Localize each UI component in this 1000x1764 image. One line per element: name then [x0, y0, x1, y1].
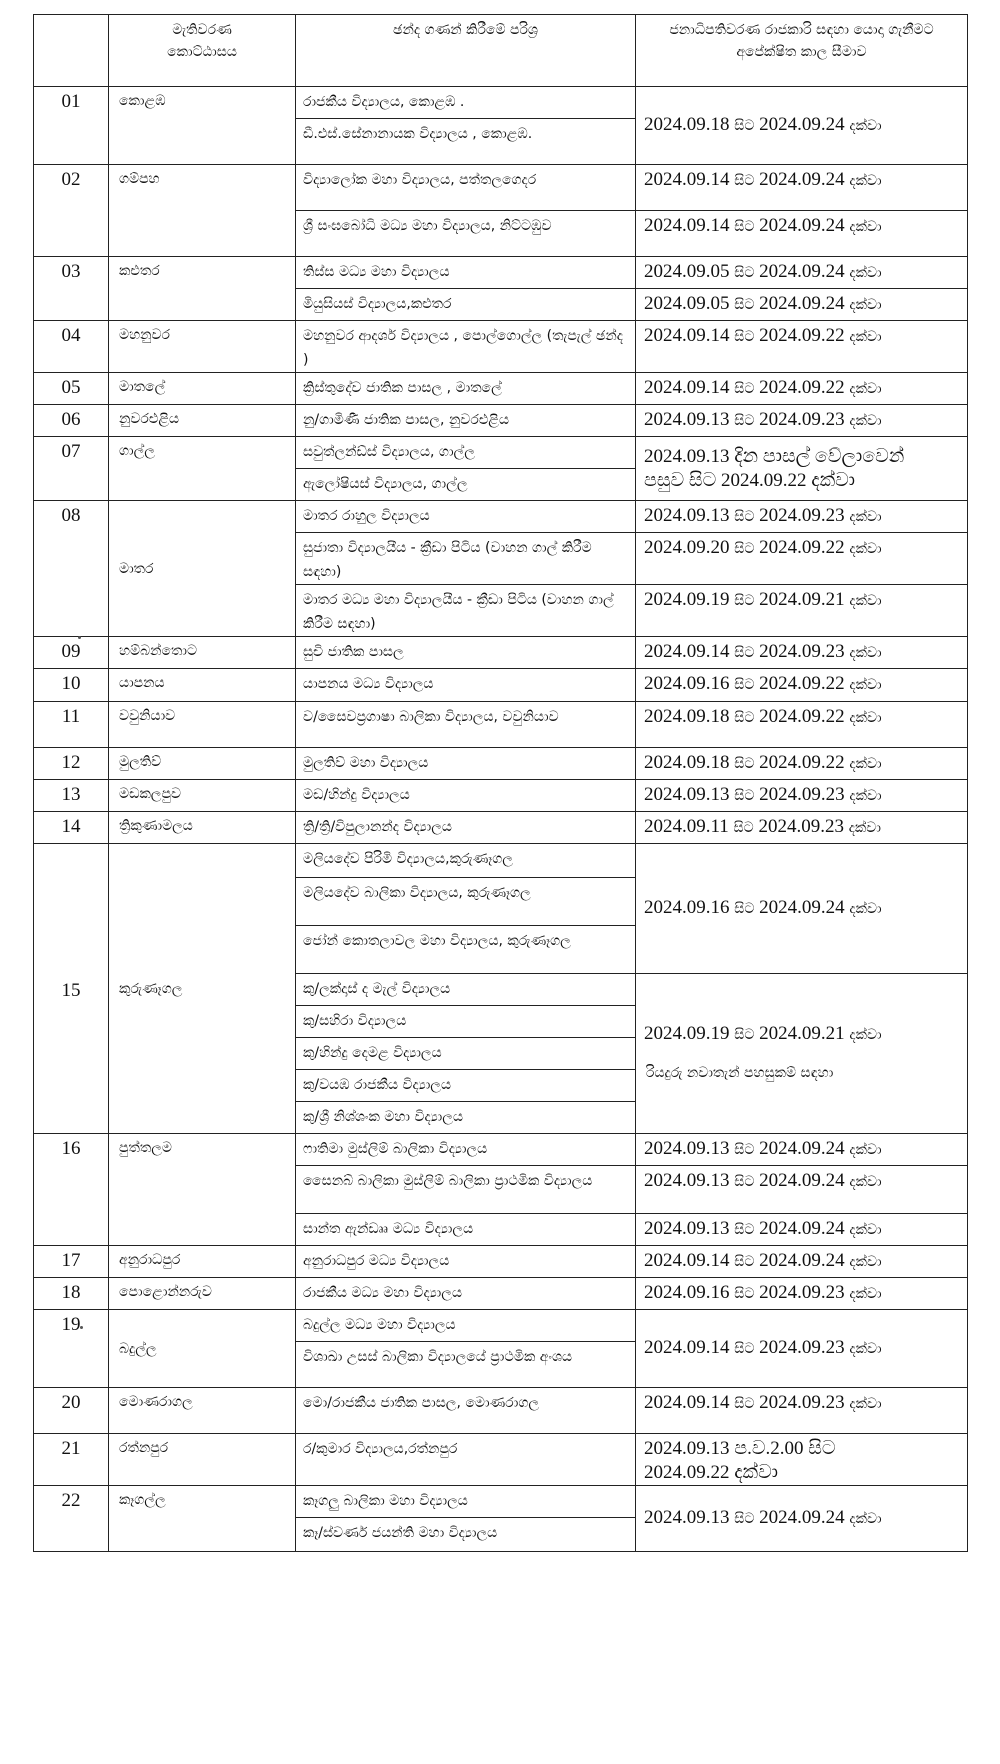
period-to-date: 2024.09.24 — [759, 897, 845, 918]
to-word: දක්වා — [849, 756, 882, 772]
counting-center: කෑ/ස්වර්ණ ජයන්ති මහා විද්‍යාලය — [296, 1518, 636, 1552]
row-number: 14 — [34, 812, 109, 844]
electoral-division: පොළොන්නරුව — [109, 1278, 296, 1310]
counting-center: කු/ලක්දාස් ද මැල් විද්‍යාලය — [296, 974, 636, 1006]
period-from-date: 2024.09.16 — [644, 897, 730, 918]
from-word: සිට — [734, 118, 755, 134]
schedule-body — [34, 87, 968, 1552]
to-word: දක්වා — [849, 118, 882, 134]
counting-center: කෑගලු බාලිකා මහා විද්‍යාලය — [296, 1486, 636, 1518]
from-word: සිට — [734, 1222, 755, 1238]
from-word: සිට — [734, 1142, 755, 1158]
table-row — [34, 165, 968, 211]
electoral-division: ත්‍රිකුණාමලය — [109, 812, 296, 844]
header-counting-premises: ඡන්ද ගණන් කිරීමේ පරිශ්‍ර — [296, 15, 636, 87]
row-number: 20 — [34, 1388, 109, 1434]
counting-center: සවුත්ලන්ඩ්ස් විද්‍යාලය, ගාල්ල — [296, 437, 636, 469]
row-number: 10 — [34, 669, 109, 702]
counting-center: මහනුවර ආදර්ශ විද්‍යාලය , පොල්ගොල්ල (තැපැල් ඡන්ද ) — [296, 321, 636, 373]
counting-center: මුලතිව් මහා විද්‍යාලය — [296, 748, 636, 780]
period-to-date: 2024.09.23 — [759, 1337, 845, 1358]
table-row — [34, 405, 968, 437]
period-from-date: 2024.09.13 — [644, 784, 730, 805]
counting-center: ශ්‍රී සංඝබෝධි මධ්‍ය මහා විද්‍යාලය, නිට්ටඹුව — [296, 211, 636, 257]
electoral-division: මොණරාගල — [109, 1388, 296, 1434]
period-to-date: 2024.09.24 — [759, 293, 845, 314]
period-from-date: 2024.09.14 — [644, 1337, 730, 1358]
to-word: දක්වා — [849, 173, 882, 189]
from-word: සිට — [734, 756, 755, 772]
from-word: සිට — [734, 329, 755, 345]
electoral-division: රත්නපුර — [109, 1434, 296, 1486]
period-from-date: 2024.09.14 — [644, 169, 730, 190]
period-to-date: 2024.09.24 — [759, 1250, 845, 1271]
to-word: දක්වා — [849, 1396, 882, 1412]
from-word: සිට — [734, 413, 755, 429]
time-period — [636, 1388, 968, 1434]
period-from-date: 2024.09.13 — [644, 1218, 730, 1239]
from-word: සිට — [734, 381, 755, 397]
period-from-date: 2024.09.14 — [644, 1250, 730, 1271]
row-number: 21 — [34, 1434, 109, 1486]
row-number: 07 — [34, 437, 109, 501]
to-word: දක්වා — [849, 645, 882, 661]
period-from-date: 2024.09.05 — [644, 261, 730, 282]
electoral-division: ගාල්ල — [109, 437, 296, 501]
counting-center: නු/ගාමිණී ජාතික පාසල, නුවරඑළිය — [296, 405, 636, 437]
time-period — [636, 211, 968, 257]
from-word: සිට — [734, 1396, 755, 1412]
scan-dot — [80, 1326, 83, 1329]
period-from-date: 2024.09.11 — [644, 816, 729, 837]
from-word: සිට — [734, 1286, 755, 1302]
to-word: දක්වා — [849, 329, 882, 345]
table-row — [34, 812, 968, 844]
time-period — [636, 844, 968, 974]
table-row — [34, 373, 968, 405]
period-from-date: 2024.09.13 — [644, 1138, 730, 1159]
from-word: සිට — [734, 1254, 755, 1270]
to-word: දක්වා — [849, 677, 882, 693]
table-row — [34, 1278, 968, 1310]
electoral-division: කොළඹ — [109, 87, 296, 165]
table-row — [34, 1134, 968, 1166]
to-word: දක්වා — [849, 219, 882, 235]
from-word: සිට — [734, 788, 755, 804]
to-word: දක්වා — [849, 509, 882, 525]
counting-center: මියුසියස් විද්‍යාලය,කළුතර — [296, 289, 636, 321]
period-line: පසුව සිට 2024.09.22 දක්වා — [644, 469, 856, 491]
table-row — [34, 501, 968, 533]
period-to-date: 2024.09.23 — [758, 816, 844, 837]
time-period — [636, 1278, 968, 1310]
counting-center: යාපනය මධ්‍ය විද්‍යාලය — [296, 669, 636, 702]
row-number: 11 — [34, 702, 109, 748]
counting-center: මාතර රාහුල විද්‍යාලය — [296, 501, 636, 533]
to-word: දක්වා — [849, 413, 882, 429]
to-word: දක්වා — [849, 297, 882, 313]
period-line: 2024.09.13 දින පාසල් වේලාවෙන් — [644, 445, 905, 467]
period-from-date: 2024.09.13 — [644, 1170, 730, 1191]
row-number: 06 — [34, 405, 109, 437]
time-period — [636, 748, 968, 780]
from-word: සිට — [734, 509, 755, 525]
from-word: සිට — [734, 677, 755, 693]
period-from-date: 2024.09.19 — [644, 589, 730, 610]
counting-center: සුචි ජාතික පාසල — [296, 637, 636, 669]
counting-center: ක්‍රිස්තුදේව ජාතික පාසල , මාතලේ — [296, 373, 636, 405]
to-word: දක්වා — [849, 710, 882, 726]
time-period — [636, 533, 968, 585]
period-from-date: 2024.09.14 — [644, 641, 730, 662]
to-word: දක්වා — [848, 820, 881, 836]
period-to-date: 2024.09.24 — [759, 1507, 845, 1528]
electoral-division: වවුනියාව — [109, 702, 296, 748]
table-row — [34, 669, 968, 702]
counting-center: ර/කුමාර විද්‍යාලය,රත්නපුර — [296, 1434, 636, 1486]
table-row — [34, 1246, 968, 1278]
period-to-date: 2024.09.23 — [759, 641, 845, 662]
electoral-division: කළුතර — [109, 257, 296, 321]
period-to-date: 2024.09.22 — [759, 325, 845, 346]
time-period — [636, 1214, 968, 1246]
table-row — [34, 1388, 968, 1434]
to-word: දක්වා — [849, 593, 882, 609]
from-word: සිට — [734, 593, 755, 609]
period-to-date: 2024.09.24 — [759, 1138, 845, 1159]
period-from-date: 2024.09.14 — [644, 325, 730, 346]
time-period — [636, 437, 968, 501]
header-electoral-division: මැතිවරණ කොට්ඨාසය — [109, 15, 296, 87]
from-word: සිට — [734, 219, 755, 235]
row-number: 13 — [34, 780, 109, 812]
time-period — [636, 501, 968, 533]
period-line: 2024.09.22 දක්වා — [644, 1462, 779, 1483]
counting-center: ත්‍රි/ත්‍රි/විපුලානන්ද විද්‍යාලය — [296, 812, 636, 844]
period-to-date: 2024.09.21 — [759, 589, 845, 610]
row-number: 18 — [34, 1278, 109, 1310]
period-from-date: 2024.09.14 — [644, 377, 730, 398]
table-row — [34, 1486, 968, 1518]
period-line: 2024.09.13 ප.ව.2.00 සිට — [644, 1438, 836, 1459]
from-word: සිට — [734, 265, 755, 281]
period-to-date: 2024.09.23 — [759, 409, 845, 430]
time-period — [636, 1166, 968, 1214]
row-number: 05 — [34, 373, 109, 405]
table-row — [34, 748, 968, 780]
row-number: 12 — [34, 748, 109, 780]
counting-center: කු/වයඹ රාජකීය විද්‍යාලය — [296, 1070, 636, 1102]
counting-center: රාජකීය මධ්‍ය මහා විද්‍යාලය — [296, 1278, 636, 1310]
electoral-division: අනුරාධපුර — [109, 1246, 296, 1278]
to-word: දක්වා — [849, 1027, 882, 1043]
from-word: සිට — [734, 173, 755, 189]
period-to-date: 2024.09.22 — [759, 706, 845, 727]
to-word: දක්වා — [849, 541, 882, 557]
from-word: සිට — [734, 541, 755, 557]
time-period — [636, 373, 968, 405]
time-period — [636, 321, 968, 373]
row-number: 02 — [34, 165, 109, 257]
counting-center: තිස්ස මධ්‍ය මහා විද්‍යාලය — [296, 257, 636, 289]
counting-center: මලියදේව පිරිමි විද්‍යාලය,කුරුණෑගල — [296, 844, 636, 878]
period-to-date: 2024.09.22 — [759, 377, 845, 398]
table-row — [34, 780, 968, 812]
header-time-period: ජනාධිපතිවරණ රාජකාරි සඳහා යොදා ගැනීමට අපේක්ෂිත කාල සීමාව — [636, 15, 968, 87]
electoral-division: හම්බන්තොට — [109, 637, 296, 669]
time-period — [636, 1434, 968, 1486]
counting-center: ඩී.එස්.සේනානායක විද්‍යාලය , කොළඹ. — [296, 119, 636, 165]
row-number: 17 — [34, 1246, 109, 1278]
period-from-date: 2024.09.13 — [644, 505, 730, 526]
time-period — [636, 1246, 968, 1278]
electoral-division: මහනුවර — [109, 321, 296, 373]
period-to-date: 2024.09.23 — [759, 505, 845, 526]
electoral-division: බදුල්ල — [109, 1310, 296, 1388]
from-word: සිට — [734, 1174, 755, 1190]
period-from-date: 2024.09.20 — [644, 537, 730, 558]
time-period — [636, 1310, 968, 1388]
from-word: සිට — [734, 901, 755, 917]
counting-center: විද්‍යාලෝක මහා විද්‍යාලය, පත්තලගෙදර — [296, 165, 636, 211]
counting-center: ජෝන් කොතලාවල මහා විද්‍යාලය, කුරුණෑගල — [296, 926, 636, 974]
from-word: සිට — [734, 1341, 755, 1357]
row-number: 15 — [34, 844, 109, 1134]
from-word: සිට — [734, 297, 755, 313]
period-to-date: 2024.09.22 — [759, 752, 845, 773]
from-word: සිට — [734, 645, 755, 661]
period-from-date: 2024.09.13 — [644, 1507, 730, 1528]
table-row — [34, 844, 968, 878]
period-from-date: 2024.09.14 — [644, 215, 730, 236]
time-period — [636, 165, 968, 211]
counting-center: රාජකීය විද්‍යාලය, කොළඹ . — [296, 87, 636, 119]
row-number: 04 — [34, 321, 109, 373]
to-word: දක්වා — [849, 1341, 882, 1357]
row-number: 22 — [34, 1486, 109, 1552]
period-note: රියදුරු නවාතැන් පහසුකම් සඳහා — [646, 1065, 834, 1081]
period-from-date: 2024.09.16 — [644, 673, 730, 694]
period-to-date: 2024.09.23 — [759, 1282, 845, 1303]
period-to-date: 2024.09.23 — [759, 1392, 845, 1413]
period-from-date: 2024.09.05 — [644, 293, 730, 314]
time-period — [636, 257, 968, 289]
row-number: 01 — [34, 87, 109, 165]
to-word: දක්වා — [849, 901, 882, 917]
electoral-division: ගම්පහ — [109, 165, 296, 257]
time-period — [636, 702, 968, 748]
row-number: 03 — [34, 257, 109, 321]
counting-center: ඇලෝෂියස් විද්‍යාලය, ගාල්ල — [296, 469, 636, 501]
header-number — [34, 15, 109, 87]
period-to-date: 2024.09.22 — [759, 673, 845, 694]
period-from-date: 2024.09.13 — [644, 409, 730, 430]
time-period — [636, 289, 968, 321]
to-word: දක්වා — [849, 1142, 882, 1158]
period-from-date: 2024.09.18 — [644, 114, 730, 135]
time-period — [636, 637, 968, 669]
counting-center: සුජාතා විද්‍යාලයීය - ක්‍රීඩා පිටිය (වාහන ගාල් කිරීම සඳහා) — [296, 533, 636, 585]
period-to-date: 2024.09.21 — [759, 1023, 845, 1044]
electoral-division: මුලතිව් — [109, 748, 296, 780]
to-word: දක්වා — [849, 265, 882, 281]
period-to-date: 2024.09.23 — [759, 784, 845, 805]
scan-dot — [78, 636, 81, 639]
counting-center: සාන්ත ඇන්ඩ්‍රූ මධ්‍ය විද්‍යාලය — [296, 1214, 636, 1246]
schedule-table — [33, 14, 968, 1552]
to-word: දක්වා — [849, 788, 882, 804]
period-from-date: 2024.09.18 — [644, 706, 730, 727]
period-to-date: 2024.09.24 — [759, 169, 845, 190]
counting-center: මලියදේව බාලිකා විද්‍යාලය, කුරුණෑගල — [296, 878, 636, 926]
period-to-date: 2024.09.24 — [759, 261, 845, 282]
table-row — [34, 437, 968, 469]
period-to-date: 2024.09.24 — [759, 114, 845, 135]
time-period — [636, 669, 968, 702]
period-to-date: 2024.09.24 — [759, 1170, 845, 1191]
counting-center: මාතර මධ්‍ය මහා විද්‍යාලයීය - ක්‍රීඩා පිටිය (වාහන ගාල් කිරීම සඳහා) — [296, 585, 636, 637]
header-row — [34, 15, 968, 87]
table-row — [34, 257, 968, 289]
from-word: සිට — [734, 1511, 755, 1527]
period-to-date: 2024.09.24 — [759, 215, 845, 236]
time-period — [636, 405, 968, 437]
counting-center: කු/සහිරා විද්‍යාලය — [296, 1006, 636, 1038]
counting-center: ෆාතිමා මුස්ලිම් බාලිකා විද්‍යාලය — [296, 1134, 636, 1166]
electoral-division: මාතර — [109, 501, 296, 637]
time-period — [636, 780, 968, 812]
table-row — [34, 87, 968, 119]
electoral-division: මඩකලපුව — [109, 780, 296, 812]
counting-center: සෛනබ් බාලිකා මුස්ලිම් බාලිකා ප්‍රාථමික විද්‍යාලය — [296, 1166, 636, 1214]
to-word: දක්වා — [849, 1511, 882, 1527]
period-from-date: 2024.09.19 — [644, 1023, 730, 1044]
period-from-date: 2024.09.18 — [644, 752, 730, 773]
time-period — [636, 974, 968, 1134]
counting-center: මඩ/හින්දු විද්‍යාලය — [296, 780, 636, 812]
period-from-date: 2024.09.14 — [644, 1392, 730, 1413]
time-period — [636, 1486, 968, 1552]
electoral-division: නුවරඑළිය — [109, 405, 296, 437]
time-period — [636, 812, 968, 844]
to-word: දක්වා — [849, 1222, 882, 1238]
from-word: සිට — [734, 710, 755, 726]
from-word: සිට — [733, 820, 754, 836]
row-number: 19 — [34, 1310, 109, 1388]
table-row — [34, 1434, 968, 1486]
time-period — [636, 87, 968, 165]
period-from-date: 2024.09.16 — [644, 1282, 730, 1303]
row-number: 09 — [34, 637, 109, 669]
from-word: සිට — [734, 1027, 755, 1043]
electoral-division: කෑගල්ල — [109, 1486, 296, 1552]
table-row — [34, 321, 968, 373]
electoral-division: මාතලේ — [109, 373, 296, 405]
counting-center: අනුරාධපුර මධ්‍ය විද්‍යාලය — [296, 1246, 636, 1278]
time-period — [636, 585, 968, 637]
period-to-date: 2024.09.24 — [759, 1218, 845, 1239]
counting-center: කු/ශ්‍රී නිශ්ශංක මහා විද්‍යාලය — [296, 1102, 636, 1134]
to-word: දක්වා — [849, 1286, 882, 1302]
counting-center: මො/රාජකීය ජාතික පාසල, මොණරාගල — [296, 1388, 636, 1434]
to-word: දක්වා — [849, 1174, 882, 1190]
electoral-division: පුත්තලම — [109, 1134, 296, 1246]
electoral-division: කුරුණෑගල — [109, 844, 296, 1134]
time-period — [636, 1134, 968, 1166]
to-word: දක්වා — [849, 1254, 882, 1270]
table-row — [34, 702, 968, 748]
period-to-date: 2024.09.22 — [759, 537, 845, 558]
electoral-division: යාපනය — [109, 669, 296, 702]
to-word: දක්වා — [849, 381, 882, 397]
table-row — [34, 1310, 968, 1342]
row-number: 08 — [34, 501, 109, 637]
counting-center: ව/සෛවප්‍රගාෂා බාලිකා විද්‍යාලය, වවුනියාව — [296, 702, 636, 748]
counting-center: කු/හින්දු දෙමළ විද්‍යාලය — [296, 1038, 636, 1070]
row-number: 16 — [34, 1134, 109, 1246]
table-row — [34, 637, 968, 669]
counting-center: විශාඛා උසස් බාලිකා විද්‍යාලයේ ප්‍රාථමික අංශය — [296, 1342, 636, 1388]
counting-center: බදුල්ල මධ්‍ය මහා විද්‍යාලය — [296, 1310, 636, 1342]
